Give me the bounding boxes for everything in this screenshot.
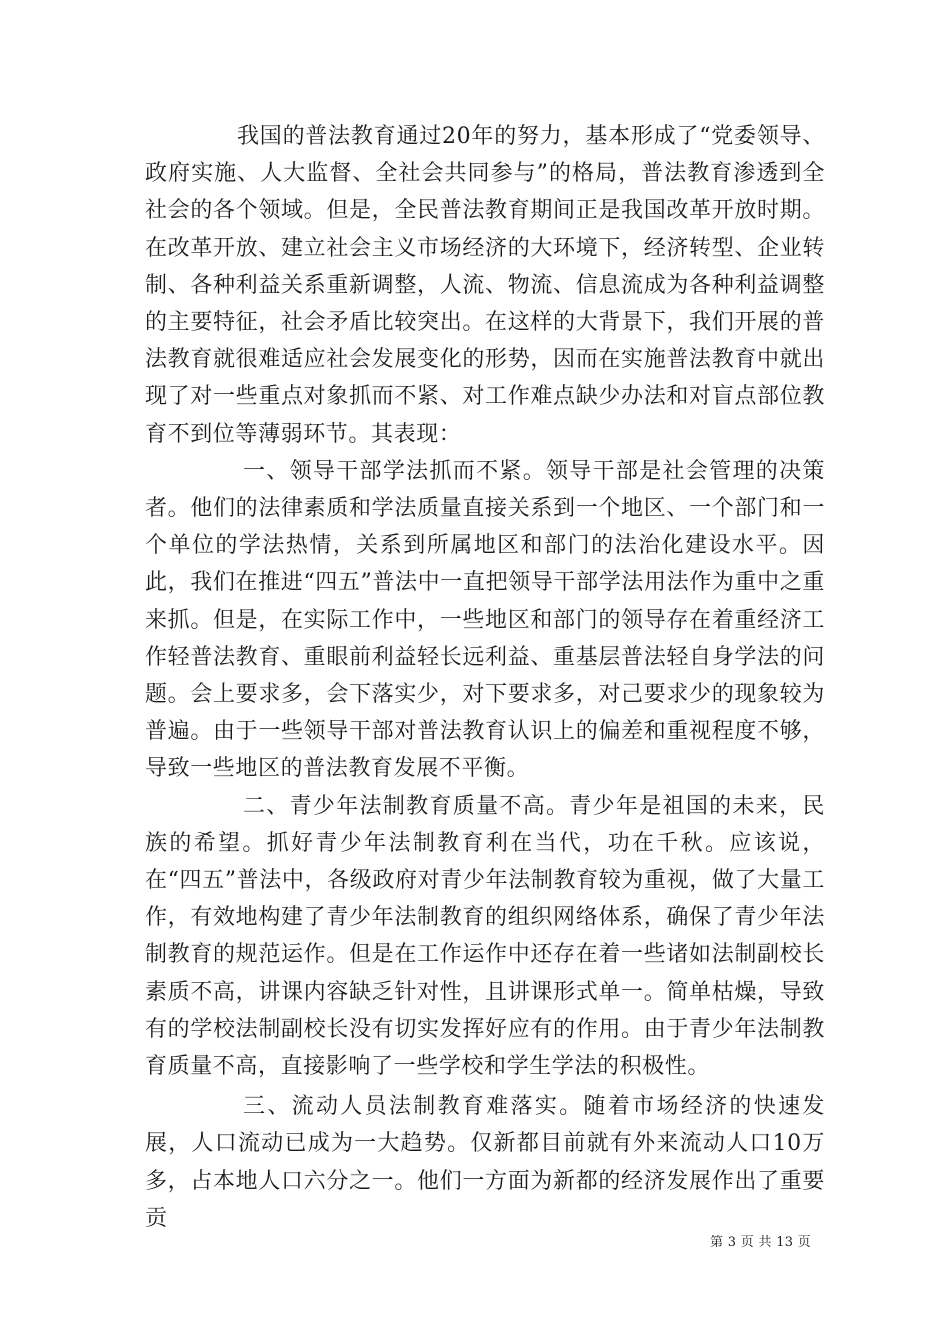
- paragraph-section-3: 三、流动人员法制教育难落实。随着市场经济的快速发展，人口流动已成为一大趋势。仅新都目前就有外来流动人口10万多，占本地人口六分之一。他们一方面为新都的经济发展作出了重要贡: [145, 1094, 825, 1231]
- document-body: [145, 118, 825, 1237]
- page-number-footer: 第 3 页 共 13 页: [710, 1235, 812, 1250]
- paragraph-section-2: 二、青少年法制教育质量不高。青少年是祖国的未来，民族的希望。抓好青少年法制教育利在当代，功在千秋。应该说，在“四五”普法中，各级政府对青少年法制教育较为重视，做了大量工作，有效地构建了青少年法制教育的组织网络体系，确保了青少年法制教育的规范运作。但是在工作运作中还存在着一些诸如法制副校长素质不高，讲课内容缺乏针对性，且讲课形式单一。简单枯燥，导致有的学校法制副校长没有切实发挥好应有的作用。由于青少年法制教育质量不高，直接影响了一些学校和学生学法的积极性。: [145, 793, 825, 1080]
- paragraph-intro: 我国的普法教育通过20年的努力，基本形成了“党委领导、政府实施、人大监督、全社会共同参与”的格局，普法教育渗透到全社会的各个领域。但是，全民普法教育期间正是我国改革开放时期。在改革开放、建立社会主义市场经济的大环境下，经济转型、企业转制、各种利益关系重新调整，人流、物流、信息流成为各种利益调整的主要特征，社会矛盾比较突出。在这样的大背景下，我们开展的普法教育就很难适应社会发展变化的形势，因而在实施普法教育中就出现了对一些重点对象抓而不紧、对工作难点缺少办法和对盲点部位教育不到位等薄弱环节。其表现：: [145, 124, 825, 447]
- paragraph-section-1: 一、领导干部学法抓而不紧。领导干部是社会管理的决策者。他们的法律素质和学法质量直接关系到一个地区、一个部门和一个单位的学法热情，关系到所属地区和部门的法治化建设水平。因此，我们在推进“四五”普法中一直把领导干部学法用法作为重中之重来抓。但是，在实际工作中，一些地区和部门的领导存在着重经济工作轻普法教育、重眼前利益轻长远利益、重基层普法轻自身学法的问题。会上要求多，会下落实少，对下要求多，对己要求少的现象较为普遍。由于一些领导干部对普法教育认识上的偏差和重视程度不够，导致一些地区的普法教育发展不平衡。: [145, 458, 825, 782]
